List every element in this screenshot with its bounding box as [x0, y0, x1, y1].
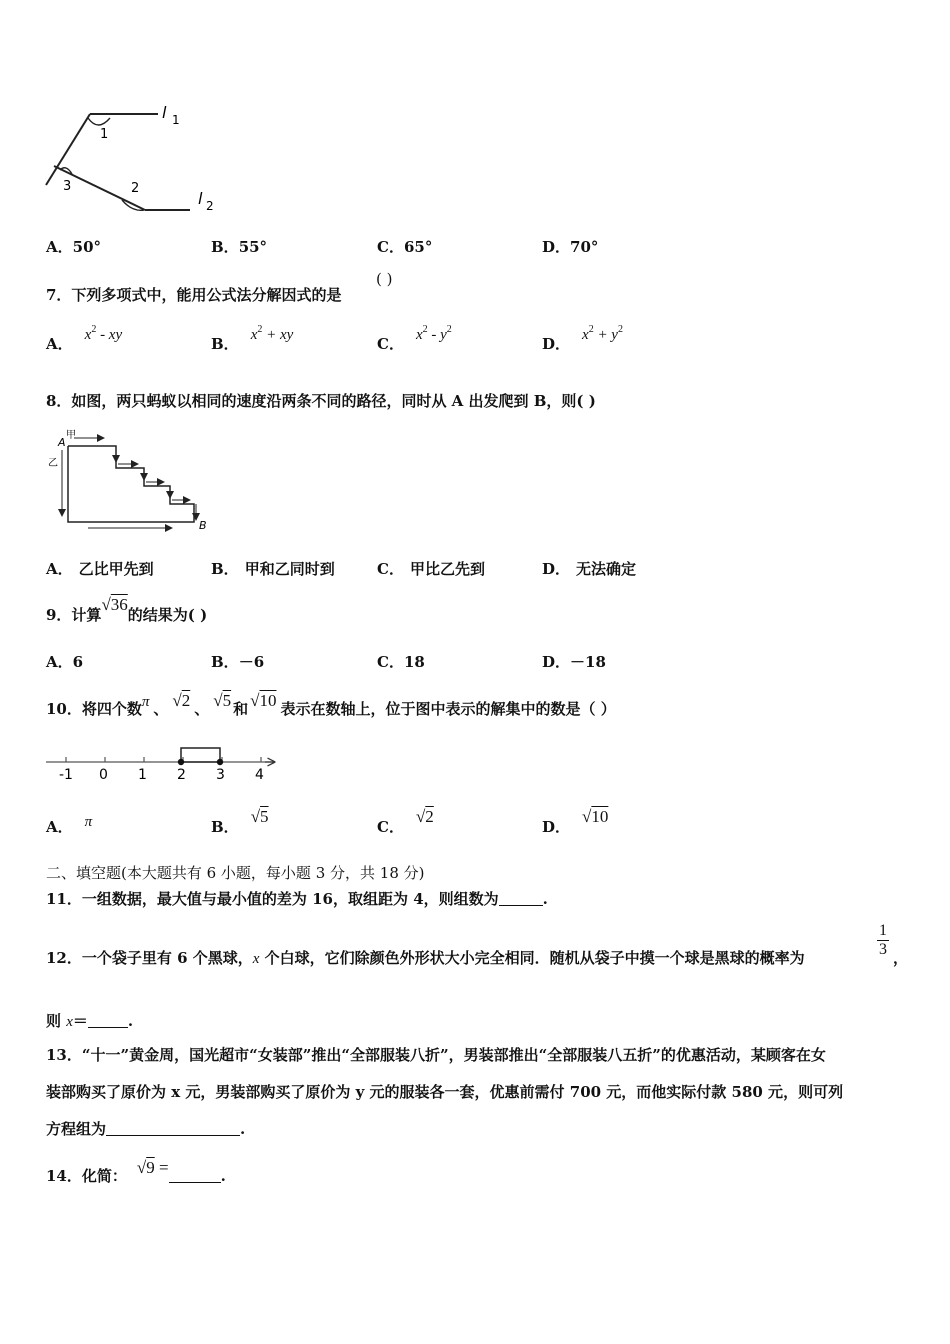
- option-text: 甲和乙同时到: [244, 560, 335, 578]
- option-text: 6: [72, 653, 84, 671]
- q14-answer-blank[interactable]: [169, 1168, 221, 1183]
- q8-stem: 8．如图，两只蚂蚁以相同的速度沿两条不同的路径，同时从 A 出发爬到 B，则( ): [46, 392, 596, 410]
- q6-option-a[interactable]: [46, 236, 101, 257]
- q13-answer-blank[interactable]: [106, 1121, 240, 1136]
- option-letter: C．: [377, 238, 404, 256]
- axis-label-0: 0: [99, 767, 108, 783]
- ant-yi-label: 乙: [48, 458, 58, 469]
- angle-label-3: 3: [63, 179, 72, 194]
- line-label-l2: l: [198, 189, 203, 208]
- math-term: x: [582, 327, 589, 343]
- q6-option-c[interactable]: [377, 236, 432, 257]
- axis-label-2: 2: [177, 767, 186, 783]
- option-text: 70°: [570, 238, 599, 256]
- q12-fraction: [877, 922, 889, 959]
- point-a-label: A: [58, 436, 66, 449]
- q10-stem: 10．将四个数π 、 √2 、 √5 和 √10 表示在数轴上，位于图中表示的解集中的数是（ ）: [46, 691, 616, 718]
- q8-option-d[interactable]: [542, 558, 636, 579]
- axis-label-3: 3: [216, 767, 225, 783]
- math-term: + y: [593, 327, 618, 343]
- separator: 、: [194, 700, 210, 718]
- option-letter: B．: [211, 560, 239, 578]
- q12-stem-post: 个白球，它们除颜色外形状大小完全相同．随机从袋子中摸一个球是黑球的概率为: [259, 949, 805, 967]
- radicand: 5: [222, 691, 232, 710]
- option-letter: B．: [211, 653, 239, 671]
- radicand: 10: [259, 691, 277, 710]
- option-text: 50°: [72, 238, 102, 256]
- q6-option-b[interactable]: [211, 236, 267, 257]
- radicand: 2: [181, 691, 191, 710]
- line-label-l1-sub: 1: [172, 113, 180, 127]
- q11-stem: 11．一组数据，最大值与最小值的差为 16，取组距为 4，则组数为: [46, 890, 499, 908]
- point-b-label: B: [199, 519, 207, 532]
- axis-label-1: 1: [138, 767, 147, 783]
- equals-sign: =: [154, 1158, 169, 1177]
- q7-option-c[interactable]: [377, 324, 452, 354]
- option-letter: D．: [542, 653, 571, 671]
- fraction-numerator: 1: [879, 922, 887, 939]
- fraction-denominator: 3: [879, 941, 887, 958]
- q12-line2-pre: 则: [46, 1012, 67, 1030]
- q12-answer-blank[interactable]: [88, 1013, 128, 1028]
- math-term: x: [250, 327, 258, 343]
- pi-symbol: π: [84, 814, 93, 830]
- ant-path-figure: [44, 426, 214, 536]
- variable-x: x: [66, 1014, 73, 1030]
- q7-option-d[interactable]: [542, 324, 623, 354]
- q13-stem: 方程组为: [46, 1120, 107, 1138]
- axis-label-neg1: -1: [59, 767, 73, 783]
- option-text: 55°: [238, 238, 268, 256]
- q8-option-c[interactable]: [377, 558, 485, 579]
- q12-stem-pre: 12．一个袋子里有 6 个黑球，: [46, 949, 253, 967]
- option-text: 无法确定: [576, 560, 637, 578]
- radicand: 2: [425, 807, 434, 826]
- radicand: 9: [146, 1158, 155, 1177]
- q9-stem: 9．计算√36的结果为( ): [46, 595, 208, 624]
- q9-option-c[interactable]: [377, 651, 425, 672]
- option-letter: D．: [542, 818, 571, 836]
- q6-option-d[interactable]: [542, 236, 598, 257]
- q9-stem-pre: 9．计算: [46, 606, 102, 624]
- option-text: 甲比乙先到: [409, 560, 485, 578]
- radicand: 36: [110, 595, 128, 614]
- q10-option-b[interactable]: B．√5: [211, 807, 269, 836]
- line-label-l1: l: [162, 103, 167, 122]
- line-label-l2-sub: 2: [206, 199, 214, 213]
- option-letter: C．: [377, 818, 404, 836]
- exponent: 2: [422, 324, 428, 335]
- q7-option-a[interactable]: [46, 324, 123, 354]
- period: .: [542, 890, 548, 908]
- q12-comma: ，: [893, 949, 909, 967]
- ant-jia-label: 甲: [66, 430, 76, 441]
- option-letter: B．: [211, 238, 239, 256]
- q7-stem: 7．下列多项式中，能用公式法分解因式的是: [46, 286, 342, 304]
- option-letter: C．: [377, 335, 404, 353]
- option-letter: A．: [46, 818, 73, 836]
- q11-text: [46, 888, 548, 909]
- option-letter: D．: [542, 238, 571, 256]
- math-term: x: [84, 327, 92, 343]
- exponent: 2: [91, 324, 97, 335]
- q14-text: 14．化简： √9 = .: [46, 1158, 226, 1185]
- q11-answer-blank[interactable]: [499, 891, 543, 906]
- q13-line1: 13．“十一”黄金周，国光超市“女装部”推出“全部服装八折”，男装部推出“全部服装八五折”的优惠活动，某顾客在女: [46, 1046, 826, 1064]
- angle-figure: [40, 100, 230, 220]
- number-line: [42, 742, 282, 784]
- q10-stem-pre: 10．将四个数: [46, 700, 142, 718]
- q10-option-a[interactable]: [46, 816, 92, 837]
- angle-label-2: 2: [131, 181, 140, 196]
- q10-stem-post: 表示在数轴上，位于图中表示的解集中的数是（ ）: [280, 700, 616, 718]
- equals-sign: ＝: [72, 1012, 88, 1030]
- option-letter: D．: [542, 335, 571, 353]
- math-term: x: [415, 327, 423, 343]
- variable-x: x: [252, 951, 260, 967]
- option-letter: B．: [211, 818, 239, 836]
- radicand: 10: [591, 807, 609, 826]
- exponent: 2: [617, 324, 623, 335]
- option-text: 18: [403, 653, 425, 671]
- period: .: [240, 1120, 246, 1138]
- option-letter: C．: [377, 653, 404, 671]
- q13-line3: [46, 1118, 245, 1139]
- q9-option-d[interactable]: [542, 651, 606, 672]
- option-letter: A．: [46, 560, 73, 578]
- q8-option-b[interactable]: [211, 558, 335, 579]
- period: .: [127, 1012, 134, 1030]
- option-letter: D．: [542, 560, 571, 578]
- exponent: 2: [588, 324, 594, 335]
- option-letter: B．: [211, 335, 239, 353]
- angle-label-1: 1: [100, 127, 109, 142]
- option-letter: A．: [46, 653, 73, 671]
- section-title: 二、填空题(本大题共有 6 小题，每小题 3 分，共 18 分): [46, 864, 425, 882]
- option-text: －6: [238, 653, 265, 671]
- math-term: + xy: [262, 327, 294, 343]
- q7-option-b[interactable]: [211, 324, 294, 354]
- option-text: 65°: [403, 238, 433, 256]
- radicand: 5: [260, 807, 269, 826]
- option-letter: A．: [46, 238, 73, 256]
- separator: 、: [153, 700, 169, 718]
- exponent: 2: [446, 324, 452, 335]
- q7-answer-paren: ( ): [376, 270, 393, 288]
- q10-option-c[interactable]: C．√2: [377, 807, 434, 836]
- q8-option-a[interactable]: [46, 558, 154, 579]
- conjunction: 和: [233, 700, 249, 718]
- q13-line2: 装部购买了原价为 x 元，男装部购买了原价为 y 元的服装各一套，优惠前需付 700 元，而他实际付款 580 元，则可列: [46, 1083, 844, 1101]
- math-term: - xy: [96, 327, 123, 343]
- q9-option-b[interactable]: [211, 651, 264, 672]
- q9-option-a[interactable]: [46, 651, 83, 672]
- axis-label-4: 4: [255, 767, 264, 783]
- option-letter: A．: [46, 335, 73, 353]
- option-letter: C．: [377, 560, 404, 578]
- q12-line2: [46, 1010, 133, 1031]
- pi-symbol: π: [141, 694, 150, 710]
- q12-line1: [46, 947, 805, 968]
- q14-stem: 14．化简：: [46, 1167, 127, 1185]
- exponent: 2: [257, 324, 263, 335]
- option-text: －18: [570, 653, 606, 671]
- period: .: [220, 1167, 226, 1185]
- math-term: - y: [427, 327, 447, 343]
- q10-option-d[interactable]: D．√10: [542, 807, 609, 836]
- option-text: 乙比甲先到: [78, 560, 154, 578]
- q9-stem-post: 的结果为( ): [127, 606, 208, 624]
